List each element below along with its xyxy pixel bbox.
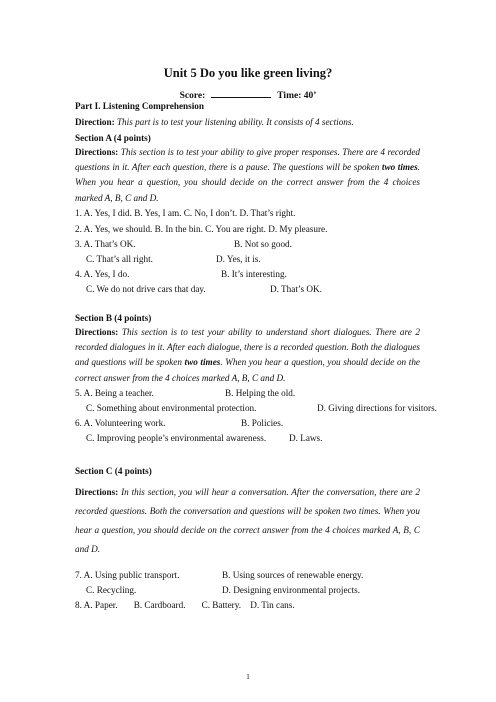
q5-option-a: 5. A. Being a teacher. — [75, 388, 154, 398]
time-label: Time: 40’ — [277, 91, 317, 101]
sectionC-dir-text: In this section, you will hear a conversation. After the conversation, there are 2 recorded questions. Both the conversation and questions will be spoken two times. When you hear a question, you should decide on the correct answer from the 4 choices marked A, B, C and D. — [75, 487, 421, 554]
sectionB-heading: Section B (4 points) — [75, 313, 152, 323]
q4-option-b: B. It’s interesting. — [221, 269, 287, 279]
question-5-row-2 — [86, 403, 437, 414]
q3-option-c: C. That’s all right. — [86, 254, 153, 264]
q6-option-b: B. Policies. — [241, 418, 284, 428]
sectionB-directions — [75, 325, 420, 386]
sectionB-dir-label: Directions: — [75, 327, 119, 337]
sectionB-dir-text-1: This section is to test your ability to understand short dialogues. There are 2 recorded dialogues in it. After each dialogue, there is a recorded question. Both the dialogues and questions will be spoken — [75, 327, 421, 368]
q4-option-a: 4. A. Yes, I do. — [75, 269, 130, 279]
question-6-row-2 — [86, 433, 322, 444]
q3-option-d: D. Yes, it is. — [216, 254, 261, 264]
part1-heading: Part I. Listening Comprehension — [75, 101, 204, 111]
part1-direction-label: Direction: — [75, 117, 115, 127]
question-7-row-2 — [86, 585, 360, 596]
question-4-row-1 — [75, 269, 287, 280]
sectionC-directions — [75, 483, 420, 559]
question-2: 2. A. Yes, we should. B. In the bin. C. You are right. D. My pleasure. — [75, 224, 328, 234]
q7-option-d: D. Designing environmental projects. — [222, 585, 361, 595]
q5-option-b: B. Helping the old. — [225, 388, 296, 398]
sectionC-dir-label: Directions: — [75, 487, 119, 497]
q7-option-a: 7. A. Using public transport. — [75, 570, 180, 580]
q3-option-b: B. Not so good. — [234, 239, 292, 249]
question-6-row-1 — [75, 418, 283, 429]
score-line — [0, 88, 496, 101]
sectionA-dir-text-2: . When you hear a question, you should decide on the correct answer from the 4 choices marked A, B, C and D. — [75, 162, 421, 203]
score-blank[interactable] — [211, 88, 271, 98]
part1-direction — [75, 117, 354, 128]
question-3-row-2 — [86, 254, 261, 265]
sectionA-dir-label: Directions: — [75, 147, 119, 157]
part1-direction-text: This part is to test your listening ability. It consists of 4 sections. — [116, 117, 354, 127]
sectionA-dir-text-1: This section is to test your ability to give proper responses. There are 4 recorded questions in it. After each question, there is a pause. The questions will be spoken — [75, 147, 420, 173]
question-8: 8. A. Paper. B. Cardboard. C. Battery. D. Tin cans. — [75, 600, 295, 610]
sectionA-directions — [75, 145, 420, 206]
q5-option-c: C. Something about environmental protection. — [86, 403, 257, 413]
q3-option-a: 3. A. That’s OK. — [75, 239, 136, 249]
sectionB-dir-emphasis: two times — [184, 357, 221, 368]
q5-option-d: D. Giving directions for visitors. — [317, 403, 437, 413]
q4-option-d: D. That’s OK. — [270, 284, 322, 294]
question-1: 1. A. Yes, I did. B. Yes, I am. C. No, I don’t. D. That’s right. — [75, 208, 296, 218]
score-label: Score: — [179, 91, 206, 101]
question-3-row-1 — [75, 239, 292, 250]
sectionB-dir-text-2: . When you hear a question, you should decide on the correct answer from the 4 choices marked A, B, C and D. — [75, 357, 420, 383]
question-4-row-2 — [86, 284, 322, 295]
q6-option-d: D. Laws. — [289, 433, 323, 443]
question-7-row-1 — [75, 570, 363, 581]
q6-option-c: C. Improving people’s environmental awareness. — [86, 433, 267, 443]
page-title: Unit 5 Do you like green living? — [163, 66, 333, 80]
page-number: 1 — [246, 672, 250, 681]
sectionC-heading: Section C (4 points) — [75, 466, 152, 476]
q4-option-c: C. We do not drive cars that day. — [86, 284, 206, 294]
q7-option-c: C. Recycling. — [86, 585, 137, 595]
question-5-row-1 — [75, 388, 295, 399]
sectionA-heading: Section A (4 points) — [75, 133, 151, 143]
q6-option-a: 6. A. Volunteering work. — [75, 418, 166, 428]
q7-option-b: B. Using sources of renewable energy. — [222, 570, 364, 580]
sectionA-dir-emphasis: two times — [381, 162, 418, 173]
